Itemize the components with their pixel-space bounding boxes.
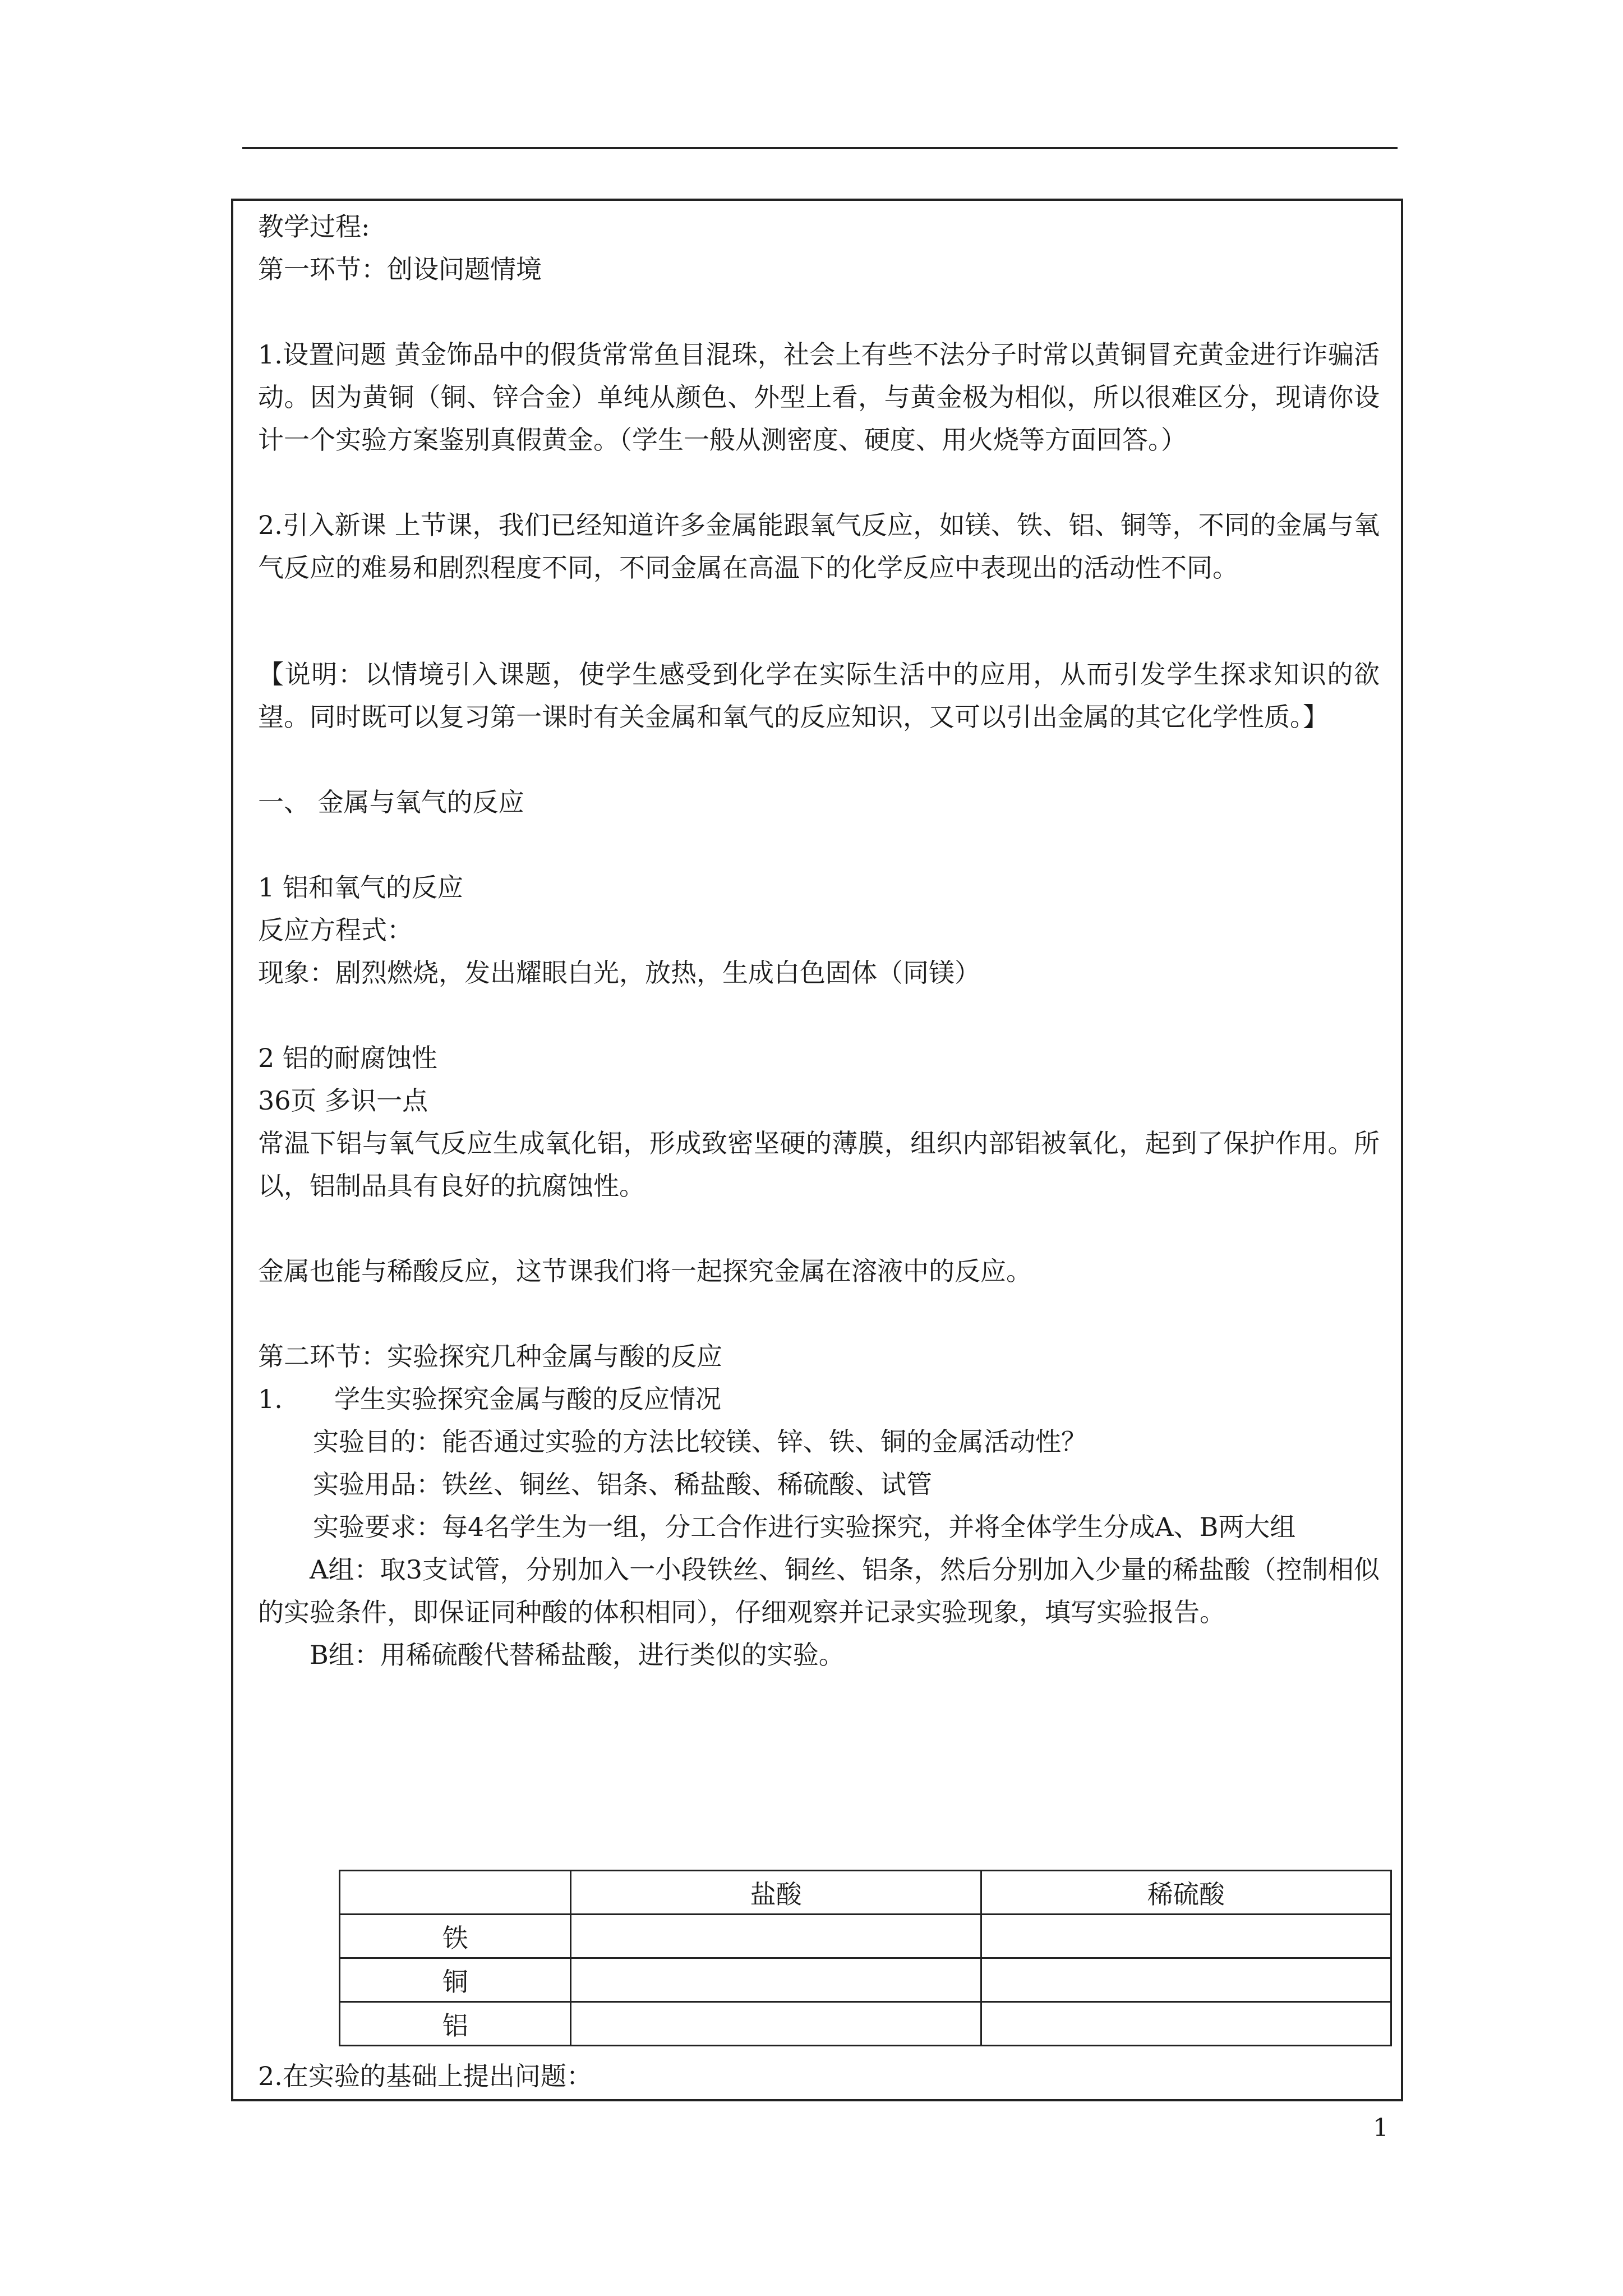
question-1: 1.设置问题 黄金饰品中的假货常常鱼目混珠，社会上有些不法分子时常以黄铜冒充黄金进行诈骗活动。因为黄铜（铜、锌合金）单纯从颜色、外型上看，与黄金极为相似，所以很难区分，现请你设计一个实验方案鉴别真假黄金。（学生一般从测密度、硬度、用火烧等方面回答。）	[258, 339, 1380, 455]
lesson-content	[258, 205, 1380, 1676]
item1-phenomenon: 现象：剧烈燃烧，发出耀眼白光，放热，生成白色固体（同镁）	[258, 958, 980, 988]
table-header-h2so4: 稀硫酸	[981, 1871, 1391, 1915]
table-cell-h2so4	[981, 1915, 1391, 1958]
table-cell-h2so4	[981, 2002, 1391, 2046]
experiment-requirements: 实验要求：每4名学生为一组，分工合作进行实验探究，并将全体学生分成A、B两大组	[313, 1512, 1296, 1542]
table-row-metal: 铜	[340, 1958, 571, 2002]
results-table	[339, 1870, 1392, 2046]
item2-reference: 36页 多识一点	[258, 1085, 428, 1116]
section1-title: 第一环节：创设问题情境	[258, 254, 542, 284]
group-b-instructions: B组：用稀硫酸代替稀盐酸，进行类似的实验。	[310, 1640, 845, 1670]
table-cell-hcl	[571, 1915, 981, 1958]
table-cell-hcl	[571, 2002, 981, 2046]
experiment-goal: 实验目的：能否通过实验的方法比较镁、锌、铁、铜的金属活动性？	[313, 1427, 1087, 1457]
table-cell-h2so4	[981, 1958, 1391, 2002]
table-row-metal: 铝	[340, 2002, 571, 2046]
experiment-materials: 实验用品：铁丝、铜丝、铝条、稀盐酸、稀硫酸、试管	[313, 1469, 932, 1499]
table-cell-hcl	[571, 1958, 981, 2002]
item2-text: 常温下铝与氧气反应生成氧化铝，形成致密坚硬的薄膜，组织内部铝被氧化，起到了保护作用。所以，铝制品具有良好的抗腐蚀性。	[258, 1128, 1380, 1201]
question-2: 2.引入新课 上节课，我们已经知道许多金属能跟氧气反应，如镁、铁、铝、铜等，不同的金属与氧气反应的难易和剧烈程度不同，不同金属在高温下的化学反应中表现出的活动性不同。	[258, 510, 1380, 583]
process-heading: 教学过程:	[258, 211, 370, 242]
table-row-metal: 铁	[340, 1915, 571, 1958]
item1-equation: 反应方程式：	[258, 915, 413, 945]
section2-title: 第二环节：实验探究几种金属与酸的反应	[258, 1341, 722, 1372]
table-row	[340, 2002, 1391, 2046]
group-a-instructions: A组：取3支试管，分别加入一小段铁丝、铜丝、铝条，然后分别加入少量的稀盐酸（控制相似的实验条件，即保证同种酸的体积相同），仔细观察并记录实验现象，填写实验报告。	[258, 1554, 1380, 1627]
part1-title: 一、 金属与氧气的反应	[258, 787, 524, 817]
table-header-corner	[340, 1871, 571, 1915]
table-row	[340, 1915, 1391, 1958]
transition-text: 金属也能与稀酸反应，这节课我们将一起探究金属在溶液中的反应。	[258, 1256, 1032, 1286]
item2-title: 2 铝的耐腐蚀性	[258, 1043, 437, 1073]
teaching-note: 【说明：以情境引入课题，使学生感受到化学在实际生活中的应用，从而引发学生探求知识的欲望。同时既可以复习第一课时有关金属和氧气的反应知识，又可以引出金属的其它化学性质。】	[258, 659, 1380, 732]
lesson-frame	[231, 199, 1403, 2101]
table-header-hcl: 盐酸	[571, 1871, 981, 1915]
follow-up-question: 2.在实验的基础上提出问题：	[258, 2061, 592, 2091]
table-row	[340, 1958, 1391, 2002]
page-number: 1	[1373, 2114, 1389, 2142]
experiment-title-text: 学生实验探究金属与酸的反应情况	[334, 1384, 721, 1414]
experiment-number: 1.	[258, 1384, 283, 1414]
item1-title: 1 铝和氧气的反应	[258, 872, 463, 903]
experiment-title	[258, 1378, 1380, 1420]
table-header-row	[340, 1871, 1391, 1915]
header-rule	[242, 147, 1398, 149]
